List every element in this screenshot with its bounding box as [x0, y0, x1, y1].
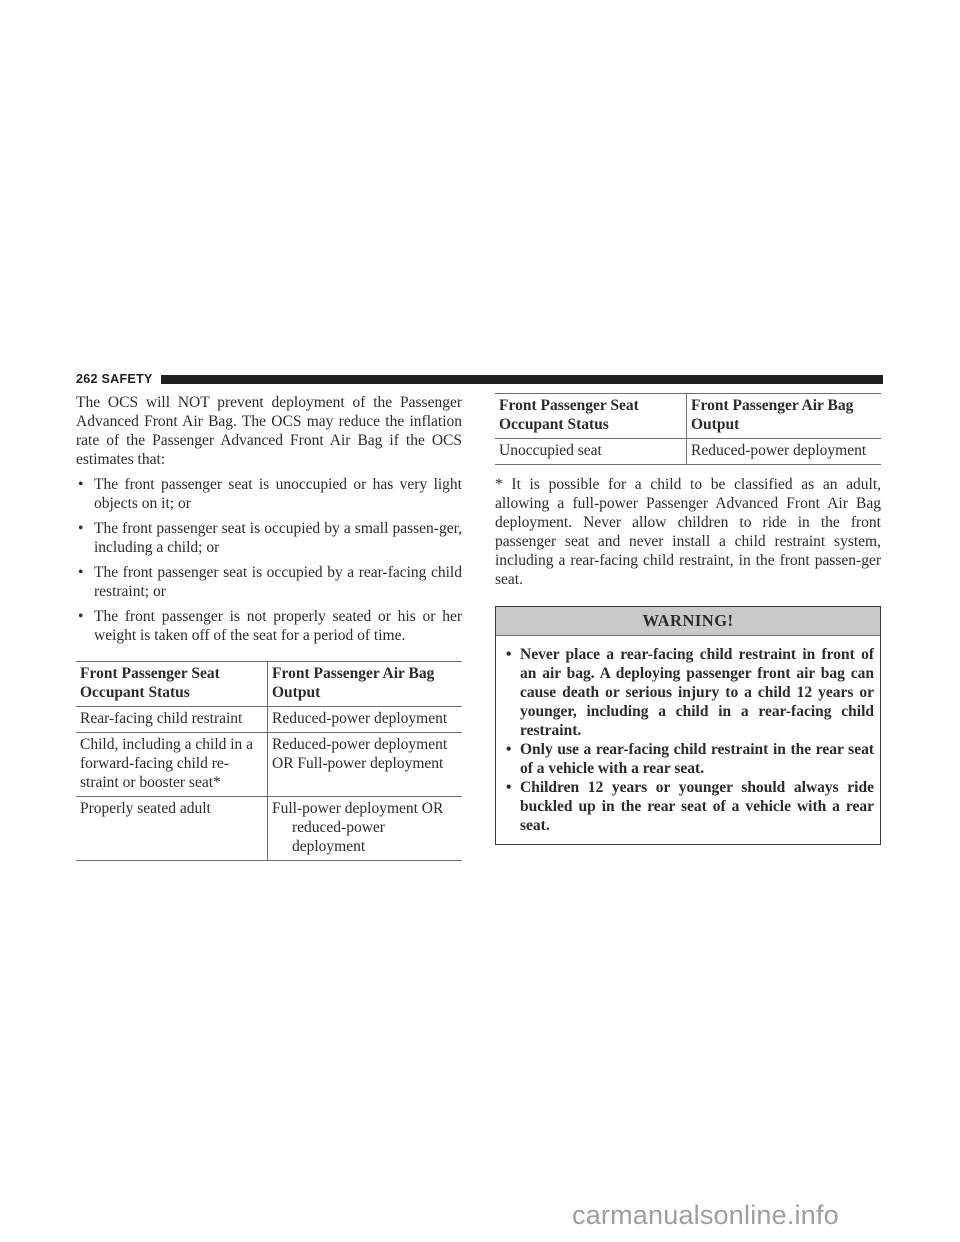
list-item — [76, 519, 462, 557]
bullet-icon: • — [78, 564, 84, 581]
list-item — [76, 475, 462, 513]
footnote: * It is possible for a child to be classified as an adult, allowing a full-power Passenger Advanced Front Air Bag deployment. Never allow children to ride in the front passenger seat and never install a child restraint system, including a rear-facing child restraint, in the front passen-ger seat. — [495, 476, 881, 588]
table-cell-text: Full-power deployment OR reduced-power deployment — [272, 800, 444, 855]
page-number-section: 262 SAFETY — [76, 372, 153, 386]
table-cell-text: Reduced-power deployment — [272, 710, 448, 727]
table-cell: Rear-facing child restraint — [76, 707, 268, 733]
bullet-icon: • — [506, 646, 512, 663]
header-rule — [161, 375, 883, 384]
condition-list — [76, 475, 462, 645]
list-item — [76, 607, 462, 645]
intro-paragraph: The OCS will NOT prevent deployment of the Passenger Advanced Front Air Bag. The OCS may reduce the inflation rate of the Passenger Advanced Front Air Bag if the OCS estimates that: — [76, 394, 462, 468]
airbag-output-table — [76, 661, 462, 861]
bullet-icon: • — [506, 779, 512, 796]
table-header-output: Front Passenger Air Bag Output — [268, 662, 463, 707]
table-row — [76, 733, 462, 797]
left-column — [76, 393, 462, 861]
table-header-status: Front Passenger Seat Occupant Status — [76, 662, 268, 707]
table-cell-text: Reduced-power deployment — [691, 442, 867, 459]
table-cell — [268, 707, 463, 733]
airbag-output-table-continued — [495, 393, 881, 465]
warning-item — [504, 645, 874, 740]
table-cell: Reduced-power deployment OR Full-power deployment — [268, 733, 463, 797]
list-item — [76, 563, 462, 601]
bullet-icon: • — [78, 476, 84, 493]
bullet-icon: • — [78, 608, 84, 625]
table-cell — [268, 797, 463, 861]
warning-item — [504, 778, 874, 835]
list-item-text: The front passenger seat is occupied by a rear-facing child restraint; or — [94, 564, 462, 600]
table-cell — [687, 439, 882, 465]
warning-box — [495, 606, 881, 845]
right-column — [495, 393, 881, 845]
table-cell: Unoccupied seat — [495, 439, 687, 465]
list-item-text: The front passenger is not properly seated or his or her weight is taken off of the seat for a period of time. — [94, 608, 462, 644]
watermark: carmanualsonline.info — [572, 1200, 839, 1230]
warning-title: WARNING! — [496, 607, 880, 636]
warning-item-text: Never place a rear-facing child restraint in front of an air bag. A deploying passenger front air bag can cause death or serious injury to a child 12 years or younger, including a child in a rear-facing child restraint. — [520, 646, 874, 739]
warning-list — [496, 636, 880, 844]
warning-item-text: Children 12 years or younger should always ride buckled up in the rear seat of a vehicle with a rear seat. — [520, 779, 874, 834]
warning-item — [504, 740, 874, 778]
table-cell: Child, including a child in a forward-facing child re-straint or booster seat* — [76, 733, 268, 797]
table-row — [76, 797, 462, 861]
list-item-text: The front passenger seat is unoccupied or has very light objects on it; or — [94, 476, 462, 512]
table-header-row — [495, 394, 881, 439]
table-header-status: Front Passenger Seat Occupant Status — [495, 394, 687, 439]
table-cell: Properly seated adult — [76, 797, 268, 861]
table-header-output: Front Passenger Air Bag Output — [687, 394, 882, 439]
list-item-text: The front passenger seat is occupied by a small passen-ger, including a child; or — [94, 520, 462, 556]
page-header — [76, 371, 883, 387]
table-row — [76, 707, 462, 733]
warning-item-text: Only use a rear-facing child restraint in the rear seat of a vehicle with a rear seat. — [520, 741, 874, 777]
table-row — [495, 439, 881, 465]
bullet-icon: • — [506, 741, 512, 758]
table-header-row — [76, 662, 462, 707]
bullet-icon: • — [78, 520, 84, 537]
